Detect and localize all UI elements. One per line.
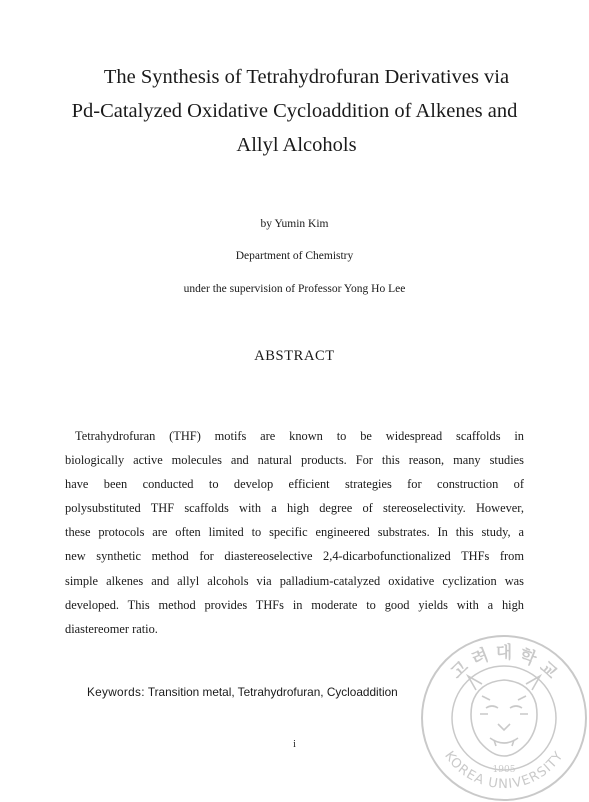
university-seal-watermark: [420, 634, 588, 802]
keywords-label: Keywords:: [87, 685, 145, 699]
abstract-line: simple alkenes and allyl alcohols via palladium-catalyzed oxidative cyclization was: [65, 573, 524, 588]
title-line-2: Pd-Catalyzed Oxidative Cycloaddition of Alkenes and: [71, 100, 518, 122]
abstract-line: these protocols are often limited to specific engineered substrates. In this study, a: [65, 525, 524, 540]
thesis-title: [40, 60, 549, 162]
abstract-line: developed. This method provides THFs in moderate to good yields with a high: [65, 597, 524, 612]
abstract-line: diastereomer ratio.: [65, 621, 158, 636]
abstract-line: biologically active molecules and natural products. For this reason, many studies: [65, 453, 524, 468]
abstract-body: [65, 424, 524, 641]
tiger-emblem-icon: [468, 676, 540, 756]
abstract-line: polysubstituted THF scaffolds with a high degree of stereoselectivity. However,: [65, 501, 524, 516]
department-line: Department of Chemistry: [235, 250, 354, 262]
keywords-value: Transition metal, Tetrahydrofuran, Cycloaddition: [147, 685, 398, 699]
abstract-line: have been conducted to develop efficient strategies for construction of: [65, 477, 524, 492]
supervision-line: under the supervision of Professor Yong Ho Lee: [183, 283, 406, 295]
seal-year: 1905: [492, 765, 516, 775]
seal-inner-ring: [452, 666, 556, 770]
abstract-line: Tetrahydrofuran (THF) motifs are known to be widespread scaffolds in: [75, 429, 524, 443]
seal-bottom-text: KOREA UNIVERSITY: [441, 748, 567, 793]
title-line-1: The Synthesis of Tetrahydrofuran Derivatives via: [103, 66, 510, 88]
abstract-line: new synthetic method for diastereoselective 2,4-dicarbofunctionalized THFs from: [65, 549, 524, 564]
abstract-heading: ABSTRACT: [254, 348, 335, 364]
seal-top-text: 고 려 대 학 교: [447, 643, 561, 684]
title-line-3: Allyl Alcohols: [236, 134, 357, 156]
author-line: by Yumin Kim: [260, 218, 329, 230]
svg-text:고 려 대 학 교: [447, 642, 561, 684]
page-number: i: [293, 739, 296, 750]
keywords-line: [87, 685, 398, 699]
